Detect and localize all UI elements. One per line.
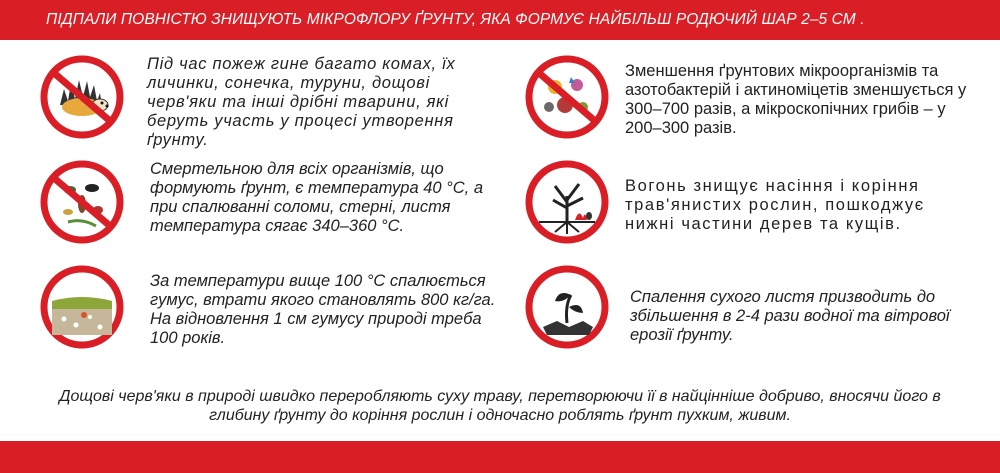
wilted-plant-icon xyxy=(525,265,609,349)
header-title: ПІДПАЛИ ПОВНІСТЮ ЗНИЩУЮТЬ МІКРОФЛОРУ ҐРУНТУ, ЯКА ФОРМУЄ НАЙБІЛЬШ РОДЮЧИЙ ШАР 2–5 СМ . xyxy=(46,11,865,28)
soil-layers-icon xyxy=(40,265,124,349)
microorganisms-icon xyxy=(525,55,609,139)
fact-text-microorganisms: Зменшення ґрунтових мікроорганізмів та азотобактерій і актиноміцетів зменшується у 300–700 разів, а мікроскопічних грибів – у 200–300 разів. xyxy=(625,62,967,137)
burning-tree-icon xyxy=(525,160,609,244)
fact-text-plant: Спалення сухого листя призводить до збільшення в 2-4 рази водної та вітрової ерозії ґрунту. xyxy=(630,288,950,344)
insects-icon xyxy=(40,160,124,244)
header-banner xyxy=(0,0,1000,40)
fact-text-tree: Вогонь знищує насіння і коріння трав'янистих рослин, пошкоджує нижні частини дерев та кущів. xyxy=(625,177,925,233)
footer-note: Дощові черв'яки в природі швидко переробляють суху траву, перетворюючи її в найцінніше добриво, вносячи його в глибину ґрунту до коріння рослин і одночасно роблять ґрунт пухким, живим. xyxy=(59,388,941,424)
footer-bar xyxy=(0,441,1000,473)
fact-text-hedgehog: Під час пожеж гине багато комах, їх личинки, сонечка, туруни, дощові черв'яки та інші дрібні тварини, які беруть участь у процесі утворення ґрунту. xyxy=(147,55,456,149)
hedgehog-icon xyxy=(40,55,124,139)
fact-text-soil: За температури вище 100 °С спалюється гумус, втрати якого становлять 800 кг/га. На відновлення 1 см гумусу природі треба 100 років. xyxy=(150,272,496,347)
fact-text-insects: Смертельною для всіх організмів, що формують ґрунт, є температура 40 °С, а при спалюванні соломи, стерні, листя температура сягає 340–360 °С. xyxy=(150,160,483,235)
